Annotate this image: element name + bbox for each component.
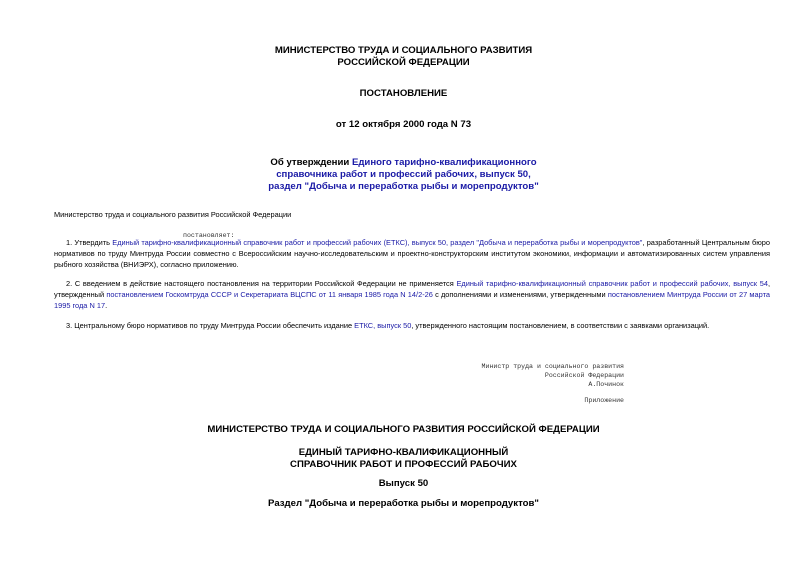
p1-etks-link[interactable]: Единый тарифно-квалификационный справочник работ и профессий рабочих (ЕТКС), выпуск 50, раздел "Добыча и переработка рыбы и морепродуктов": [112, 238, 643, 247]
title-prefix: Об утверждении: [270, 157, 352, 168]
title-link-part2[interactable]: справочника работ и профессий рабочих, выпуск 50,: [276, 169, 531, 180]
postanovlyaet-text: постановляет:: [183, 232, 235, 239]
paragraph-3: [54, 320, 770, 331]
p3-text-b: , утвержденного настоящим постановлением, в соответствии с заявками организаций.: [411, 321, 710, 330]
appendix-ministry: МИНИСТЕРСТВО ТРУДА И СОЦИАЛЬНОГО РАЗВИТИЯ РОССИЙСКОЙ ФЕДЕРАЦИИ: [207, 424, 600, 435]
doc-title-line1: [0, 157, 807, 169]
paragraph-2: [54, 278, 770, 311]
p2-text-d: .: [105, 301, 108, 310]
p2-goskomtrud-link[interactable]: постановлением Госкомтруда СССР и Секретариата ВЦСПС от 11 января 1985 года N 14/2-26: [106, 290, 433, 299]
p2-text-b: , утвержденный: [54, 279, 770, 299]
p2-text-c: с дополнениями и изменениями, утвержденными: [432, 290, 608, 299]
intro-text: Министерство труда и социального развития Российской Федерации: [54, 210, 292, 219]
signature-line1: Министр труда и социального развития: [481, 363, 624, 370]
doc-title: [0, 157, 807, 193]
title-link-part1[interactable]: Единого тарифно-квалификационного: [351, 157, 537, 168]
p3-etks50-link[interactable]: ЕТКС, выпуск 50: [354, 321, 412, 330]
signature-line3: А.Починок: [588, 381, 624, 389]
p2-etks54-link[interactable]: Единый тарифно-квалификационный справочник работ и профессий рабочих, выпуск 54: [456, 279, 768, 288]
doc-date: от 12 октября 2000 года N 73: [335, 119, 472, 130]
signature-line2: Российской Федерации: [544, 372, 624, 380]
p2-mintrud-link[interactable]: постановлением Минтруда России от 27 марта 1995 года N 17: [54, 290, 770, 310]
appendix-etks-title: [0, 447, 807, 471]
appendix-section: Раздел "Добыча и переработка рыбы и морепродуктов": [268, 498, 539, 509]
title-link-part3[interactable]: раздел "Добыча и переработка рыбы и морепродуктов": [268, 181, 539, 192]
ministry-heading: [0, 45, 807, 69]
appendix-etks-line1: ЕДИНЫЙ ТАРИФНО-КВАЛИФИКАЦИОННЫЙ: [298, 447, 509, 458]
p1-text-a: 1. Утвердить: [66, 238, 113, 247]
p1-text-b: , разработанный Центральным бюро нормативов по труду Минтруда России совместно с Всероссийским научно-исследовательским и проектно-конструкторским институтом экономики, информации и автоматизированных систем управления рыбного хозяйства (ВНИЭРХ), согласно приложению.: [54, 238, 770, 269]
p3-text-a: 3. Центральному бюро нормативов по труду Минтруда России обеспечить издание: [66, 321, 355, 330]
p2-text-a: 2. С введением в действие настоящего постановления на территории Российской Федерации не применяется: [66, 279, 457, 288]
appendix-etks-line2: СПРАВОЧНИК РАБОТ И ПРОФЕССИЙ РАБОЧИХ: [290, 459, 517, 470]
signature-block: [482, 362, 624, 390]
appendix-issue: Выпуск 50: [378, 478, 429, 489]
paragraph-1: [54, 237, 770, 270]
doc-type: ПОСТАНОВЛЕНИЕ: [359, 88, 448, 99]
ministry-heading-line1: МИНИСТЕРСТВО ТРУДА И СОЦИАЛЬНОГО РАЗВИТИЯ: [274, 45, 533, 56]
ministry-heading-line2: РОССИЙСКОЙ ФЕДЕРАЦИИ: [337, 57, 470, 68]
appendix-label: Приложение: [584, 397, 624, 404]
